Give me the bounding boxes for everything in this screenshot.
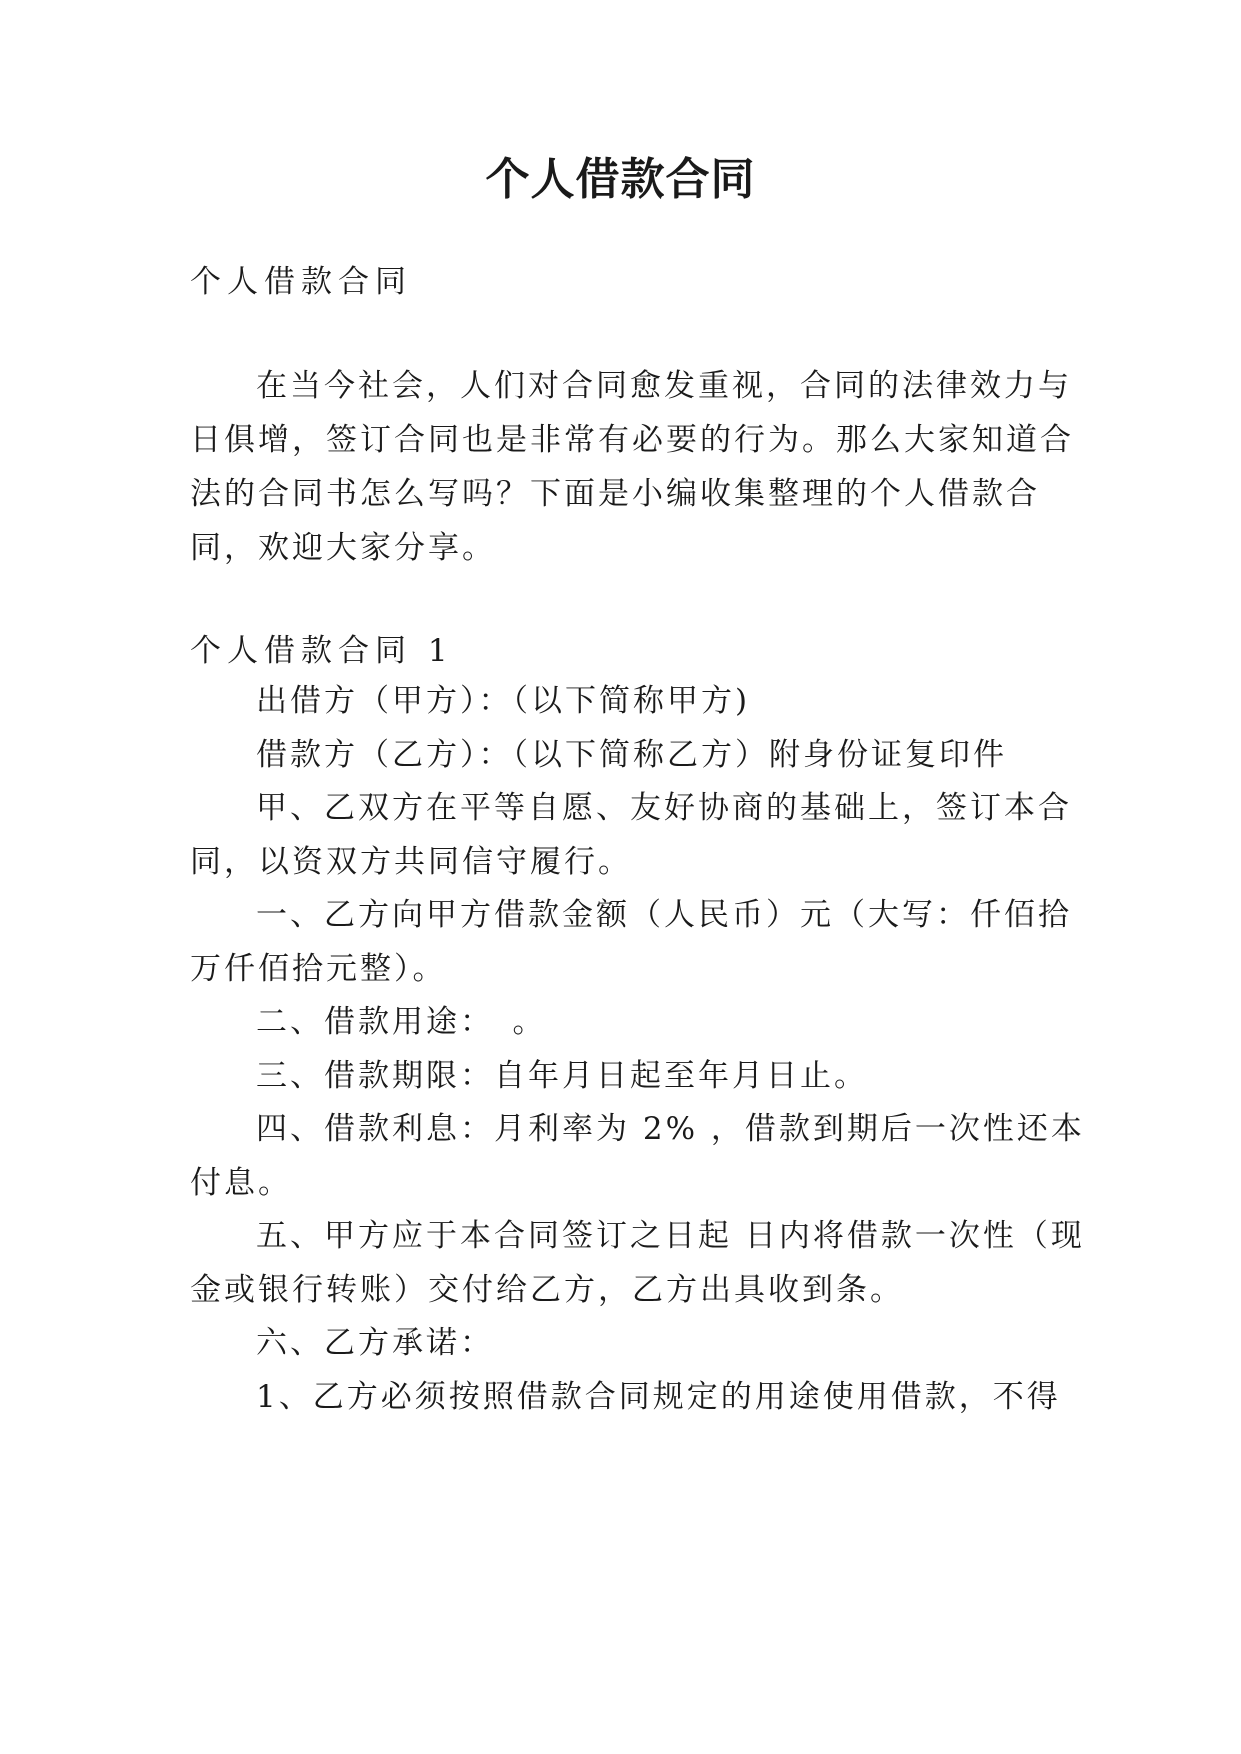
clause-1-line: 一、乙方向甲方借款金额（人民币）元（大写：仟佰拾 xyxy=(256,897,1072,933)
clause-4-line: 四、借款利息：月利率为 2% ，借款到期后一次性还本 xyxy=(256,1111,1085,1147)
clause-6-item-1: 1、乙方必须按照借款合同规定的用途使用借款，不得 xyxy=(256,1379,1061,1415)
clause-5-line: 五、甲方应于本合同签订之日起 日内将借款一次性（现 xyxy=(256,1218,1085,1254)
intro-line: 法的合同书怎么写吗？下面是小编收集整理的个人借款合 xyxy=(190,476,1040,512)
clause-5-line: 金或银行转账）交付给乙方，乙方出具收到条。 xyxy=(190,1272,904,1308)
document-title: 个人借款合同 xyxy=(485,154,756,205)
preamble-line: 甲、乙双方在平等自愿、友好协商的基础上，签订本合 xyxy=(256,790,1072,826)
borrower-line: 借款方（乙方）：（以下简称乙方）附身份证复印件 xyxy=(256,737,1007,773)
preamble-line: 同，以资双方共同信守履行。 xyxy=(190,844,632,880)
clause-3: 三、借款期限：自年月日起至年月日止。 xyxy=(256,1058,868,1094)
intro-line: 同，欢迎大家分享。 xyxy=(190,530,496,566)
document-subtitle: 个人借款合同 xyxy=(190,264,412,300)
clause-6: 六、乙方承诺： xyxy=(256,1325,494,1361)
intro-line: 在当今社会，人们对合同愈发重视，合同的法律效力与 xyxy=(256,368,1072,404)
contract-heading: 个人借款合同 1 xyxy=(190,633,454,669)
clause-1-line: 万仟佰拾元整）。 xyxy=(190,951,447,987)
intro-line: 日俱增，签订合同也是非常有必要的行为。那么大家知道合 xyxy=(190,422,1074,458)
lender-line: 出借方（甲方）：（以下简称甲方) xyxy=(256,683,751,719)
clause-2: 二、借款用途： 。 xyxy=(256,1004,547,1040)
clause-4-line: 付息。 xyxy=(190,1165,292,1201)
